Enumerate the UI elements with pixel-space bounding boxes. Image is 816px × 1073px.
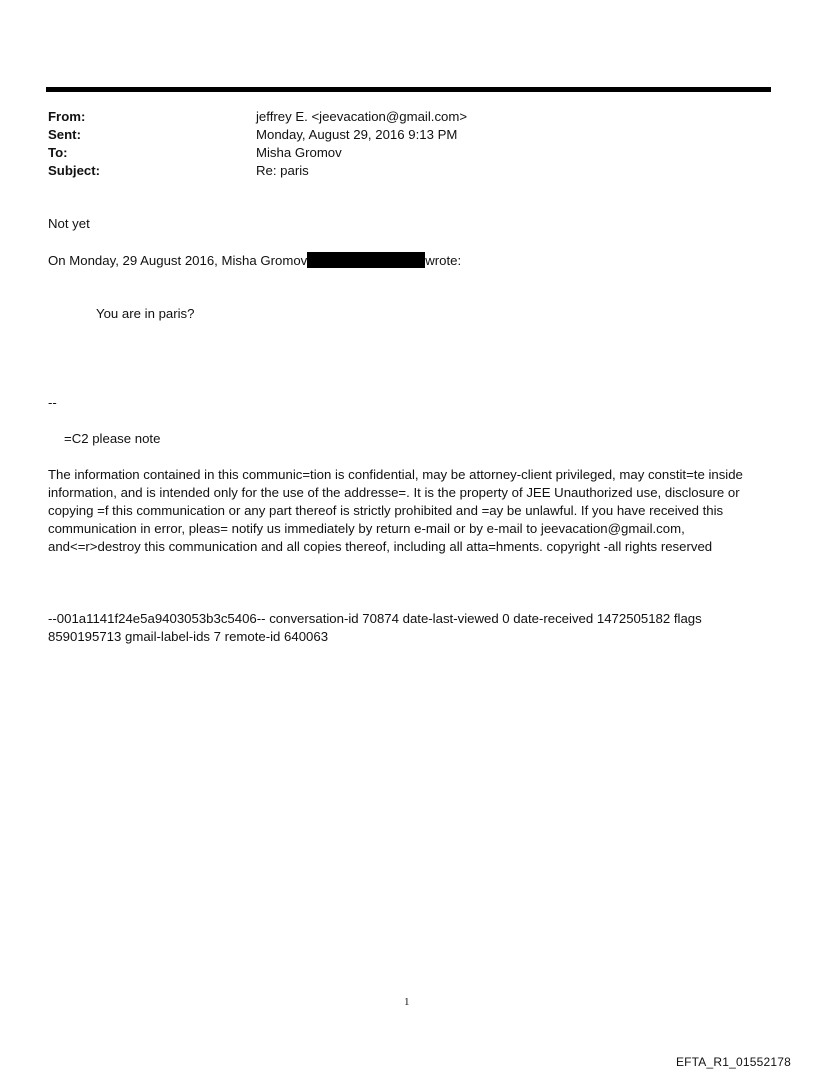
page-number: 1 xyxy=(404,996,410,1008)
header-rule xyxy=(46,87,771,92)
signature-dashes: -- xyxy=(48,395,57,410)
reply-text: Not yet xyxy=(48,216,90,231)
to-value: Misha Gromov xyxy=(256,145,342,160)
from-label: From: xyxy=(48,109,86,124)
quote-intro-after: wrote: xyxy=(425,253,462,268)
redaction-block xyxy=(307,252,425,268)
from-row xyxy=(48,108,467,126)
email-header xyxy=(48,108,467,180)
subject-row xyxy=(48,162,467,180)
sent-value: Monday, August 29, 2016 9:13 PM xyxy=(256,127,458,142)
sent-label: Sent: xyxy=(48,127,81,142)
bates-number: EFTA_R1_01552178 xyxy=(675,1055,791,1069)
sent-row xyxy=(48,126,467,144)
to-row xyxy=(48,144,467,162)
from-value: jeffrey E. <jeevacation@gmail.com> xyxy=(256,109,468,124)
message-metadata: --001a1141f24e5a9403053b3c5406-- conversation-id 70874 date-last-viewed 0 date-received 1472505182 flags 8590195713 gmail-label-ids 7 remote-id 640063 xyxy=(48,611,702,644)
confidentiality-disclaimer: The information contained in this communic=tion is confidential, may be attorney-client privileged, may constit=te inside information, and is intended only for the use of the addresse=. It is the property of JEE Unauthorized use, disclosure or copying =f this communication or any part thereof is strictly prohibited and =ay be unlawful. If you have received this communication in error, pleas= notify us immediately by return e-mail or by e-mail to jeevacation@gmail.com, and<=r>destroy this communication and all copies thereof, including all atta=hments. copyright -all rights reserved xyxy=(48,467,743,554)
quoted-text: You are in paris? xyxy=(96,306,195,321)
quote-intro-before: On Monday, 29 August 2016, Misha Gromov xyxy=(48,253,308,268)
subject-value: Re: paris xyxy=(256,163,309,178)
subject-label: Subject: xyxy=(48,163,101,178)
to-label: To: xyxy=(48,145,68,160)
quote-intro xyxy=(48,252,461,270)
please-note: =C2 please note xyxy=(64,431,161,446)
